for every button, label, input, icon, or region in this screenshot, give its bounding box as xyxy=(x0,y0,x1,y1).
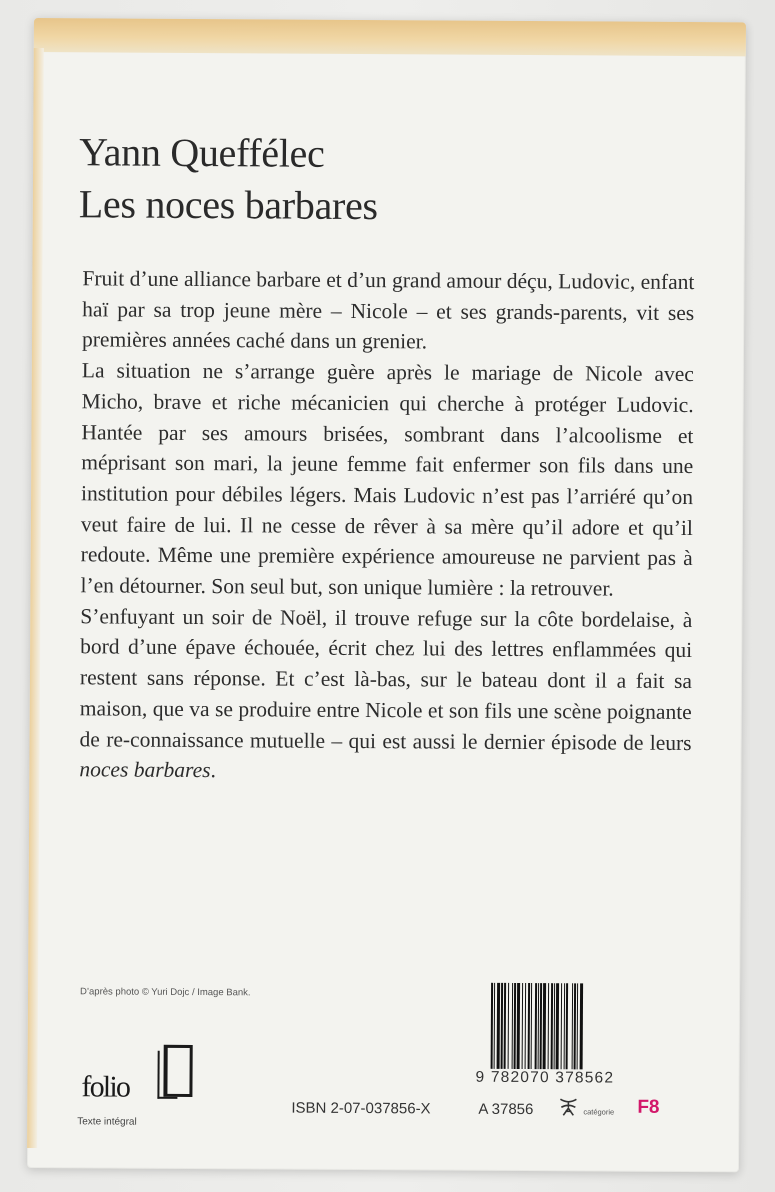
blurb-paragraph-3-end: . xyxy=(210,758,217,783)
book-title: Les noces barbares xyxy=(78,181,378,229)
folio-frame-inner-icon xyxy=(157,1051,177,1099)
page-edge-left xyxy=(27,48,44,1148)
author-name: Yann Queffélec xyxy=(79,129,325,176)
blurb-paragraph-1: Fruit d’une alliance barbare et d’un grand amour déçu, Ludovic, enfant haï par sa trop jeune mère – Nicole – et ses grands-parents, vit ses premières années caché dans un grenier. xyxy=(81,266,695,354)
barcode-icon xyxy=(491,983,660,1070)
page-edge-top xyxy=(34,18,746,56)
folio-logo xyxy=(81,1038,191,1111)
blurb-paragraph-3-text: S’enfuyant un soir de Noël, il trouve refuge sur la côte bordelaise, à bord d’une épave échouée, écrit chez lui des lettres enflammées qui restent sans réponse. Et c’est là-bas, sur le bateau dont il a fait sa maison, que va se produire entre Nicole et son fils une scène poignante de re-connaissance mutuelle – qui est aussi le dernier épisode de leurs xyxy=(79,604,693,755)
categorie-label: catégorie xyxy=(583,1107,615,1117)
blurb xyxy=(79,263,694,789)
gallimard-monogram-icon xyxy=(557,1095,579,1117)
blurb-italic-title: noces barbares xyxy=(79,757,211,783)
folio-logo-word: folio xyxy=(81,1070,130,1104)
photo-credit: D’après photo © Yuri Dojc / Image Bank. xyxy=(80,986,251,999)
isbn: ISBN 2-07-037856-X xyxy=(291,1099,431,1118)
blurb-paragraph-3 xyxy=(79,601,692,789)
categorie-value: F8 xyxy=(637,1096,660,1118)
barcode-digits: 9 782070 378562 xyxy=(475,1068,615,1087)
barcode-bar xyxy=(580,983,584,1069)
book-back-cover xyxy=(27,18,746,1172)
texte-integral-label: Texte intégral xyxy=(77,1116,137,1128)
blurb-paragraph-2: La situation ne s’arrange guère après le mariage de Nicole avec Micho, brave et riche mécanicien qui cherche à protéger Ludovic. Hantée par ses amours brisées, sombrant dans l’alcoolisme et méprisant son mari, la jeune femme fait enfermer son fils dans une institution pour débiles légers. Mais Ludovic n’est pas l’arriéré qu’on veut faire de lui. Il ne cesse de rêver à sa mère qu’il adore et qu’il redoute. Même une première expérience amoureuse ne parvient pas à l’en détourner. Son seul but, son unique lumière : la retrouver. xyxy=(80,358,694,601)
a-reference: A 37856 xyxy=(478,1100,534,1119)
